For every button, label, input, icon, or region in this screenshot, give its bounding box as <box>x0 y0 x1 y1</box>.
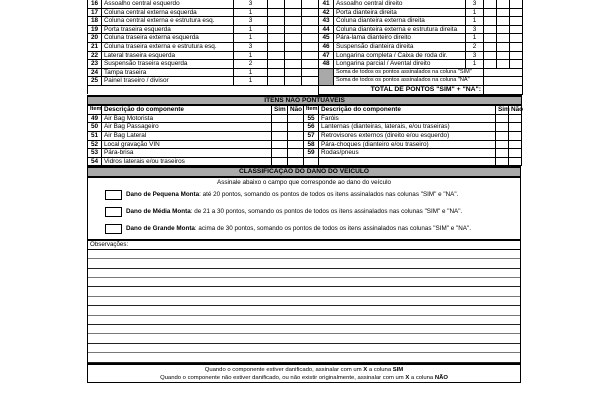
item-number: 59 <box>304 149 319 158</box>
checkbox-large-damage[interactable] <box>105 224 122 234</box>
item-number: 17 <box>88 8 102 17</box>
sim-checkbox-cell[interactable] <box>272 123 288 132</box>
sim-checkbox-cell[interactable] <box>496 157 509 166</box>
table-row <box>88 131 522 140</box>
total-row <box>88 85 523 94</box>
item-description: Local gravação VIN <box>102 140 272 149</box>
sum-na-label: Soma de todos os pontos assinalados na coluna "NA" <box>334 77 484 86</box>
item-description: Rodas/pneus <box>319 149 496 158</box>
na-checkbox-cell[interactable] <box>302 34 319 43</box>
sim-checkbox-cell[interactable] <box>268 68 285 77</box>
item-description: Suspensão traseira esquerda <box>102 60 234 69</box>
na-checkbox-cell[interactable] <box>510 8 523 17</box>
instructions-footer <box>87 363 521 383</box>
sim-checkbox-cell[interactable] <box>272 114 288 123</box>
table-row <box>88 68 523 77</box>
item-number: 56 <box>304 123 319 132</box>
item-description: Porta dianteira direita <box>334 8 466 17</box>
nao-checkbox-cell[interactable] <box>497 60 510 69</box>
na-checkbox-cell[interactable] <box>510 60 523 69</box>
sim-checkbox-cell[interactable] <box>268 8 285 17</box>
item-number: 43 <box>319 17 334 26</box>
nao-checkbox-cell[interactable] <box>288 123 304 132</box>
option-label: Dano de Grande Monta <box>126 225 195 233</box>
scored-items-table <box>87 0 523 95</box>
nao-checkbox-cell[interactable] <box>497 17 510 26</box>
item-description: Coluna traseira externa esquerda <box>102 34 234 43</box>
nao-checkbox-cell[interactable] <box>288 114 304 123</box>
sim-checkbox-cell[interactable] <box>496 140 509 149</box>
item-number: 57 <box>304 131 319 140</box>
item-number: 19 <box>88 25 102 34</box>
table-row <box>88 123 522 132</box>
item-number: 16 <box>88 0 102 8</box>
na-checkbox-cell[interactable] <box>510 0 523 8</box>
item-points: 3 <box>234 0 268 8</box>
classification-intro: Assinale abaixo o campo que corresponde ao dano do veículo <box>217 178 391 186</box>
observation-line[interactable] <box>88 278 520 287</box>
observation-line[interactable] <box>88 344 520 353</box>
item-points: 3 <box>466 0 484 8</box>
item-description: Coluna traseira externa e estrutura esq. <box>102 42 234 51</box>
header-item: Item <box>88 105 102 114</box>
nao-checkbox-cell[interactable] <box>285 77 302 86</box>
sum-sim-label: Soma de todos os pontos assinalados na coluna "SIM" <box>334 68 484 77</box>
item-number: 24 <box>88 68 102 77</box>
nao-checkbox-cell[interactable] <box>288 131 304 140</box>
item-description: Pára-choques (dianteiro e/ou traseiro) <box>319 140 496 149</box>
option-label: Dano de Pequena Monta <box>126 191 200 199</box>
na-checkbox-cell[interactable] <box>510 51 523 60</box>
item-description: Pára-lama dianteiro direito <box>334 34 466 43</box>
non-scored-items-table <box>87 95 522 167</box>
item-description: Coluna dianteira externa e estrutura direita <box>334 25 466 34</box>
item-points: 1 <box>234 68 268 77</box>
sim-checkbox-cell[interactable] <box>268 0 285 8</box>
sim-checkbox-cell[interactable] <box>484 25 497 34</box>
sim-checkbox-cell[interactable] <box>484 8 497 17</box>
sim-checkbox-cell[interactable] <box>484 34 497 43</box>
observations-field[interactable] <box>88 250 520 363</box>
option-text: : acima de 30 pontos, somando os pontos de todos os itens assinalados nas colunas "SIM" e "NA". <box>194 225 471 233</box>
item-number: 44 <box>319 25 334 34</box>
sim-checkbox-cell[interactable] <box>268 25 285 34</box>
sim-checkbox-cell[interactable] <box>484 0 497 8</box>
nao-checkbox-cell[interactable] <box>509 149 522 158</box>
sum-sim-field[interactable] <box>484 68 523 77</box>
item-number: 48 <box>319 60 334 69</box>
header-nao: Não <box>509 105 522 114</box>
nao-checkbox-cell[interactable] <box>285 51 302 60</box>
item-points: 1 <box>466 17 484 26</box>
observation-line[interactable] <box>88 250 520 259</box>
table-row <box>88 149 522 158</box>
item-description: Coluna central externa esquerda <box>102 8 234 17</box>
item-points: 3 <box>234 17 268 26</box>
nao-checkbox-cell[interactable] <box>288 157 304 166</box>
instruction-line-sim: Quando o componente estiver danificado, assinalar com um X a coluna SIM <box>204 366 404 373</box>
nao-checkbox-cell[interactable] <box>509 114 522 123</box>
item-description: Pára-brisa <box>102 149 272 158</box>
observation-line[interactable] <box>88 316 520 325</box>
sim-checkbox-cell[interactable] <box>484 17 497 26</box>
nao-checkbox-cell[interactable] <box>497 0 510 8</box>
item-number: 18 <box>88 17 102 26</box>
item-number: 50 <box>88 123 102 132</box>
table-row <box>88 140 522 149</box>
item-points: 1 <box>234 34 268 43</box>
na-checkbox-cell[interactable] <box>302 0 319 8</box>
table-row <box>88 25 523 34</box>
observation-line[interactable] <box>88 325 520 334</box>
observations-label: Observações: <box>88 241 520 250</box>
na-checkbox-cell[interactable] <box>302 68 319 77</box>
na-checkbox-cell[interactable] <box>302 17 319 26</box>
item-number: 47 <box>319 51 334 60</box>
sim-checkbox-cell[interactable] <box>484 60 497 69</box>
header-desc: Descrição do componente <box>102 105 272 114</box>
item-points: 1 <box>234 8 268 17</box>
nao-checkbox-cell[interactable] <box>497 25 510 34</box>
sim-checkbox-cell[interactable] <box>272 149 288 158</box>
item-description <box>319 157 496 166</box>
sim-checkbox-cell[interactable] <box>268 42 285 51</box>
item-points: 3 <box>466 25 484 34</box>
nao-checkbox-cell[interactable] <box>288 149 304 158</box>
item-description: Coluna dianteira externa direita <box>334 17 466 26</box>
item-number: 20 <box>88 34 102 43</box>
item-description: Air Bag Lateral <box>102 131 272 140</box>
observation-line[interactable] <box>88 353 520 362</box>
observations-section <box>87 241 521 363</box>
observation-line[interactable] <box>88 287 520 296</box>
classification-title: CLASSIFICAÇÃO DO DANO DO VEÍCULO <box>88 167 521 177</box>
non-scored-title: ITENS NÃO PONTUÁVEIS <box>88 96 522 106</box>
header-desc: Descrição do componente <box>319 105 496 114</box>
item-number: 52 <box>88 140 102 149</box>
option-label: Dano de Média Monta <box>126 208 191 216</box>
item-points: 1 <box>466 34 484 43</box>
item-number: 41 <box>319 0 334 8</box>
total-field[interactable] <box>484 85 523 94</box>
table-row <box>88 157 522 166</box>
nao-checkbox-cell[interactable] <box>497 8 510 17</box>
item-number: 22 <box>88 51 102 60</box>
nao-checkbox-cell[interactable] <box>285 60 302 69</box>
item-number: 46 <box>319 42 334 51</box>
item-description: Longarina parcial / Avental direito <box>334 60 466 69</box>
item-number: 51 <box>88 131 102 140</box>
na-checkbox-cell[interactable] <box>510 34 523 43</box>
item-description: Tampa traseira <box>102 68 234 77</box>
item-number: 42 <box>319 8 334 17</box>
item-description: Lateral traseira esquerda <box>102 51 234 60</box>
nao-checkbox-cell[interactable] <box>285 68 302 77</box>
item-number: 55 <box>304 114 319 123</box>
table-row <box>88 42 523 51</box>
non-scored-header-row <box>88 105 522 114</box>
item-description: Assoalho central direito <box>334 0 466 8</box>
table-row <box>88 0 523 8</box>
table-row <box>88 77 523 86</box>
nao-checkbox-cell[interactable] <box>285 25 302 34</box>
item-description: Longarina completa / Caixa de roda dir. <box>334 51 466 60</box>
item-points: 1 <box>466 8 484 17</box>
item-points: 2 <box>466 42 484 51</box>
item-description: Painel traseiro / divisor <box>102 77 234 86</box>
sim-checkbox-cell[interactable] <box>272 131 288 140</box>
option-medium-damage <box>105 207 520 217</box>
header-item: Item <box>304 105 319 114</box>
na-checkbox-cell[interactable] <box>510 25 523 34</box>
item-description: Faróis <box>319 114 496 123</box>
table-row <box>88 8 523 17</box>
item-description: Assoalho central esquerdo <box>102 0 234 8</box>
item-number: 58 <box>304 140 319 149</box>
sim-checkbox-cell[interactable] <box>268 34 285 43</box>
sum-na-field[interactable] <box>484 77 523 86</box>
item-description: Air Bag Passageiro <box>102 123 272 132</box>
sim-checkbox-cell[interactable] <box>484 51 497 60</box>
nao-checkbox-cell[interactable] <box>285 8 302 17</box>
sim-checkbox-cell[interactable] <box>272 140 288 149</box>
item-number: 53 <box>88 149 102 158</box>
classification-section <box>87 178 521 241</box>
na-checkbox-cell[interactable] <box>302 60 319 69</box>
item-description: Lanternas (dianteiras, laterais, e/ou traseiras) <box>319 123 496 132</box>
sim-checkbox-cell[interactable] <box>496 131 509 140</box>
nao-checkbox-cell[interactable] <box>497 51 510 60</box>
item-description: Retrovisores externos (direito e/ou esquerdo) <box>319 131 496 140</box>
sim-checkbox-cell[interactable] <box>268 77 285 86</box>
item-number: 21 <box>88 42 102 51</box>
na-checkbox-cell[interactable] <box>302 51 319 60</box>
total-label: TOTAL DE PONTOS "SIM" + "NA": <box>319 85 484 94</box>
checkbox-small-damage[interactable] <box>105 190 122 200</box>
sim-checkbox-cell[interactable] <box>484 42 497 51</box>
item-description: Coluna central externa e estrutura esq. <box>102 17 234 26</box>
item-description: Porta traseira esquerda <box>102 25 234 34</box>
nao-checkbox-cell[interactable] <box>509 140 522 149</box>
table-row <box>88 34 523 43</box>
table-row <box>88 60 523 69</box>
na-checkbox-cell[interactable] <box>302 25 319 34</box>
observation-line[interactable] <box>88 297 520 306</box>
instruction-line-nao: Quando o componente não estiver danificado, ou não existir originalmente, assinalar com um X a coluna NÃO <box>160 374 448 381</box>
nao-checkbox-cell[interactable] <box>288 140 304 149</box>
nao-checkbox-cell[interactable] <box>285 42 302 51</box>
item-points: 1 <box>466 60 484 69</box>
item-number: 49 <box>88 114 102 123</box>
table-row <box>88 17 523 26</box>
vehicle-damage-form <box>87 0 524 383</box>
nao-checkbox-cell[interactable] <box>509 131 522 140</box>
table-row <box>88 114 522 123</box>
item-description: Vidros laterais e/ou traseiros <box>102 157 272 166</box>
item-description: Suspensão dianteira direita <box>334 42 466 51</box>
item-points: 1 <box>234 51 268 60</box>
observation-line[interactable] <box>88 259 520 268</box>
item-points: 1 <box>234 25 268 34</box>
item-number <box>304 157 319 166</box>
nao-checkbox-cell[interactable] <box>509 157 522 166</box>
sim-checkbox-cell[interactable] <box>496 149 509 158</box>
header-sim: Sim <box>272 105 288 114</box>
sim-checkbox-cell[interactable] <box>272 157 288 166</box>
option-large-damage <box>105 224 520 234</box>
na-checkbox-cell[interactable] <box>510 42 523 51</box>
nao-checkbox-cell[interactable] <box>285 17 302 26</box>
nao-checkbox-cell[interactable] <box>285 34 302 43</box>
observation-line[interactable] <box>88 334 520 343</box>
na-checkbox-cell[interactable] <box>510 17 523 26</box>
option-small-damage <box>105 190 520 200</box>
header-nao: Não <box>288 105 304 114</box>
option-text: : até 20 pontos, somando os pontos de todos os itens assinalados nas colunas "SIM" e "NA". <box>199 191 459 199</box>
item-points: 3 <box>234 42 268 51</box>
na-checkbox-cell[interactable] <box>302 42 319 51</box>
item-number: 54 <box>88 157 102 166</box>
checkbox-medium-damage[interactable] <box>105 207 122 217</box>
na-checkbox-cell[interactable] <box>302 8 319 17</box>
item-points: 2 <box>234 60 268 69</box>
item-points: 1 <box>234 77 268 86</box>
table-row <box>88 51 523 60</box>
nao-checkbox-cell[interactable] <box>509 123 522 132</box>
item-number: 25 <box>88 77 102 86</box>
gray-cell <box>319 68 334 85</box>
sim-checkbox-cell[interactable] <box>268 51 285 60</box>
classification-header <box>87 166 521 178</box>
na-checkbox-cell[interactable] <box>302 77 319 86</box>
sim-checkbox-cell[interactable] <box>496 123 509 132</box>
nao-checkbox-cell[interactable] <box>497 42 510 51</box>
item-number: 23 <box>88 60 102 69</box>
observation-line[interactable] <box>88 269 520 278</box>
item-points: 3 <box>466 51 484 60</box>
observation-line[interactable] <box>88 306 520 315</box>
nao-checkbox-cell[interactable] <box>497 34 510 43</box>
header-sim: Sim <box>496 105 509 114</box>
sim-checkbox-cell[interactable] <box>268 60 285 69</box>
option-text: : de 21 a 30 pontos, somando os pontos de todos os itens assinalados nas colunas "SIM" e "NA". <box>190 208 463 216</box>
item-description: Air Bag Motorista <box>102 114 272 123</box>
sim-checkbox-cell[interactable] <box>496 114 509 123</box>
item-number: 45 <box>319 34 334 43</box>
nao-checkbox-cell[interactable] <box>285 0 302 8</box>
sim-checkbox-cell[interactable] <box>268 17 285 26</box>
